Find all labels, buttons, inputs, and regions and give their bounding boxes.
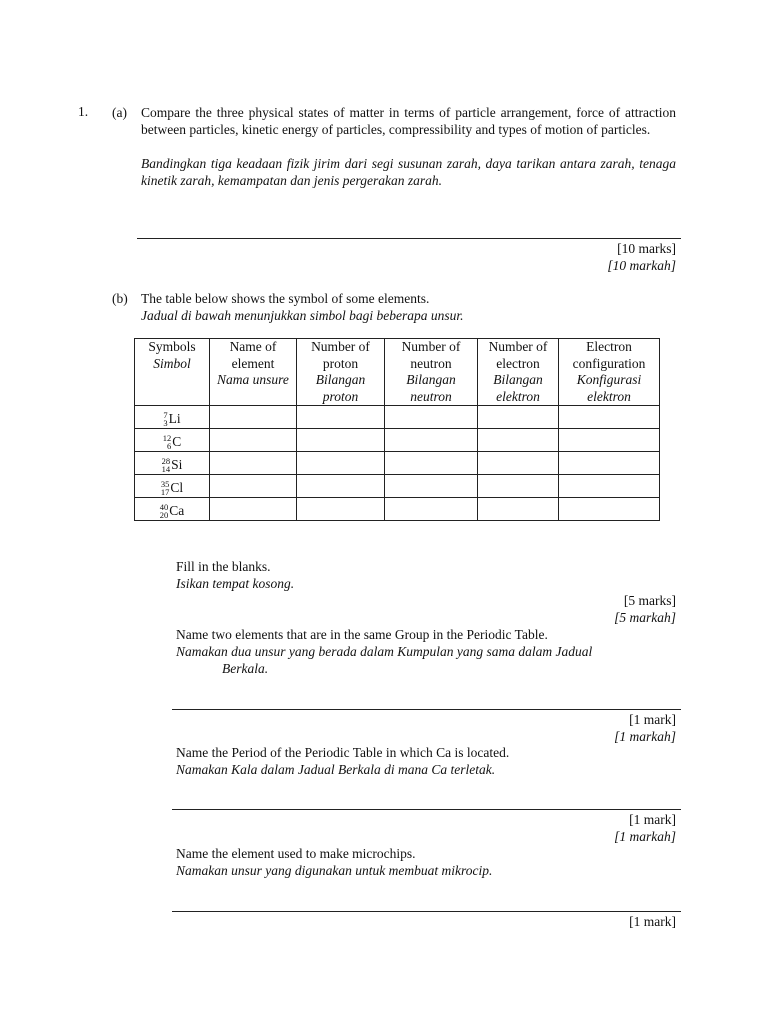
neutron-cell[interactable] xyxy=(385,429,478,452)
element-symbol: Si xyxy=(171,456,183,472)
proton-cell[interactable] xyxy=(297,475,385,498)
same-group-question-en: Name two elements that are in the same Group in the Periodic Table. xyxy=(176,627,548,642)
header-ms: Simbol xyxy=(153,355,191,371)
name-cell[interactable] xyxy=(210,406,297,429)
mass-number: 28 xyxy=(161,456,171,466)
atomic-number: 6 xyxy=(166,441,172,451)
symbol-cell xyxy=(135,429,210,452)
q2-marks-en: [1 mark] xyxy=(629,712,676,727)
period-question-en: Name the Period of the Periodic Table in which Ca is located. xyxy=(176,745,510,760)
symbol-cell xyxy=(135,498,210,521)
mass-number: 40 xyxy=(159,502,169,512)
element-symbol: Li xyxy=(168,410,181,426)
header-proton xyxy=(297,339,385,406)
part-a-question-en: Compare the three physical states of matter in terms of particle arrangement, force of attraction between particles, kinetic energy of particles, compressibility and types of motion of particles. xyxy=(141,105,676,137)
symbol-cell xyxy=(135,475,210,498)
part-b-intro-en: The table below shows the symbol of some elements. xyxy=(141,291,430,306)
answer-line xyxy=(172,911,681,912)
configuration-cell[interactable] xyxy=(559,498,660,521)
table-row xyxy=(135,452,660,475)
symbol-cell xyxy=(135,406,210,429)
q3-marks-ms: [1 markah] xyxy=(614,829,676,844)
same-group-question-ms: Namakan dua unsur yang berada dalam Kumpulan yang sama dalam Jadual xyxy=(176,644,593,659)
part-a-question-ms: Bandingkan tiga keadaan fizik jirim dari segi susunan zarah, daya tarikan antara zarah, tenaga kinetik zarah, kemampatan dan jenis pergerakan zarah. xyxy=(141,156,676,188)
header-name xyxy=(210,339,297,406)
mass-number: 35 xyxy=(160,479,170,489)
microchip-question-ms: Namakan unsur yang digunakan untuk membuat mikrocip. xyxy=(176,863,493,878)
header-symbols xyxy=(135,339,210,406)
element-symbol: C xyxy=(172,433,182,449)
configuration-cell[interactable] xyxy=(559,429,660,452)
header-en: Number of electron xyxy=(488,339,548,371)
neutron-cell[interactable] xyxy=(385,452,478,475)
configuration-cell[interactable] xyxy=(559,452,660,475)
electron-cell[interactable] xyxy=(478,475,559,498)
name-cell[interactable] xyxy=(210,498,297,521)
header-configuration xyxy=(559,339,660,406)
table-row xyxy=(135,498,660,521)
answer-line xyxy=(137,238,681,239)
part-b-label: (b) xyxy=(112,291,128,306)
header-en: Number of neutron xyxy=(401,339,461,371)
proton-cell[interactable] xyxy=(297,498,385,521)
configuration-cell[interactable] xyxy=(559,406,660,429)
table-header-row xyxy=(135,339,660,406)
atomic-number: 3 xyxy=(163,418,168,428)
answer-line xyxy=(172,709,681,710)
header-ms: Bilangan neutron xyxy=(406,372,456,404)
electron-cell[interactable] xyxy=(478,406,559,429)
proton-cell[interactable] xyxy=(297,452,385,475)
mass-number: 7 xyxy=(163,410,168,420)
symbol-cell xyxy=(135,452,210,475)
neutron-cell[interactable] xyxy=(385,475,478,498)
fill-blanks-ms: Isikan tempat kosong. xyxy=(176,576,295,591)
header-en: Name of element xyxy=(229,339,277,371)
elements-table xyxy=(134,338,660,521)
header-ms: Konfigurasi elektron xyxy=(576,372,642,404)
proton-cell[interactable] xyxy=(297,406,385,429)
atomic-number: 17 xyxy=(160,487,170,497)
neutron-cell[interactable] xyxy=(385,406,478,429)
table-row xyxy=(135,475,660,498)
q3-marks-en: [1 mark] xyxy=(629,812,676,827)
element-symbol: Ca xyxy=(169,502,185,518)
part-a-marks-ms: [10 markah] xyxy=(607,258,676,273)
header-ms: Bilangan elektron xyxy=(493,372,543,404)
header-en: Symbols xyxy=(148,339,196,354)
neutron-cell[interactable] xyxy=(385,498,478,521)
element-symbol: Cl xyxy=(170,479,184,495)
part-b-intro-ms: Jadual di bawah menunjukkan simbol bagi beberapa unsur. xyxy=(141,308,464,323)
same-group-question-ms-cont: Berkala. xyxy=(222,661,269,676)
question-number: 1. xyxy=(78,104,89,119)
proton-cell[interactable] xyxy=(297,429,385,452)
header-electron xyxy=(478,339,559,406)
header-en: Number of proton xyxy=(311,339,370,371)
name-cell[interactable] xyxy=(210,429,297,452)
electron-cell[interactable] xyxy=(478,429,559,452)
q1-marks-ms: [5 markah] xyxy=(614,610,676,625)
name-cell[interactable] xyxy=(210,452,297,475)
electron-cell[interactable] xyxy=(478,498,559,521)
part-a-marks-en: [10 marks] xyxy=(617,241,676,256)
q4-marks-en: [1 mark] xyxy=(629,914,676,929)
q2-marks-ms: [1 markah] xyxy=(614,729,676,744)
header-en: Electron configuration xyxy=(572,339,646,371)
header-ms: Bilangan proton xyxy=(315,372,366,404)
header-neutron xyxy=(385,339,478,406)
mass-number: 12 xyxy=(162,433,172,443)
period-question-ms: Namakan Kala dalam Jadual Berkala di mana Ca terletak. xyxy=(176,762,496,777)
header-ms: Nama unsure xyxy=(217,372,289,387)
part-a-label: (a) xyxy=(112,105,127,120)
table-row xyxy=(135,406,660,429)
configuration-cell[interactable] xyxy=(559,475,660,498)
atomic-number: 14 xyxy=(161,464,171,474)
name-cell[interactable] xyxy=(210,475,297,498)
answer-line xyxy=(172,809,681,810)
microchip-question-en: Name the element used to make microchips. xyxy=(176,846,416,861)
fill-blanks-en: Fill in the blanks. xyxy=(176,559,271,574)
q1-marks-en: [5 marks] xyxy=(623,593,676,608)
table-row xyxy=(135,429,660,452)
atomic-number: 20 xyxy=(159,510,169,520)
electron-cell[interactable] xyxy=(478,452,559,475)
